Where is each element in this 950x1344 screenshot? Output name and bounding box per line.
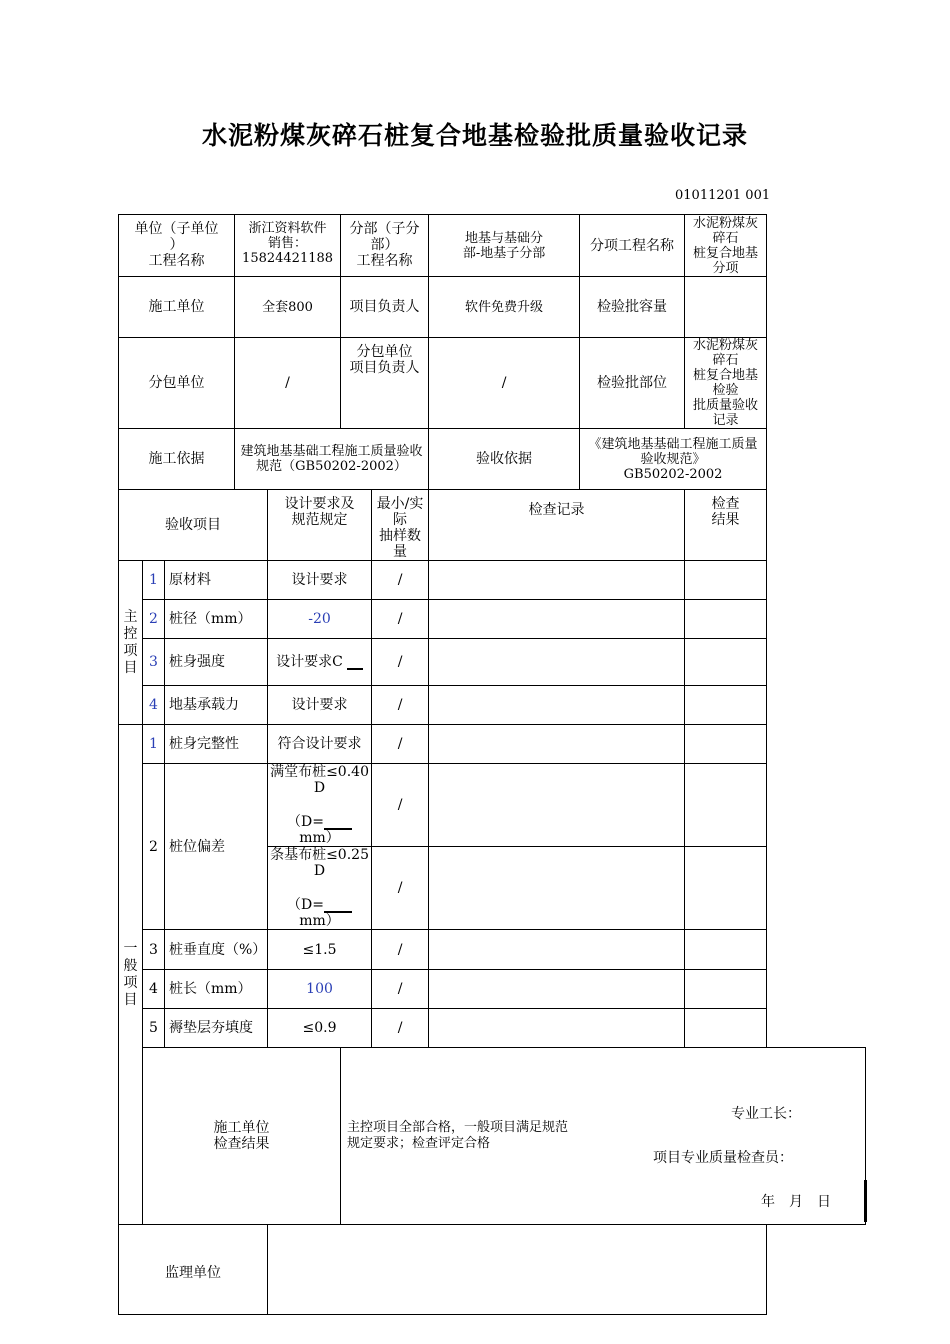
sample-count: / [372,639,429,686]
check-result[interactable] [685,970,767,1009]
header-row-unit [119,215,866,277]
construction-basis-label: 施工依据 [119,429,235,490]
table-row [119,725,866,764]
design-requirement: 设计要求 [268,686,372,725]
main-control-label: 主 控 项 目 [119,561,143,725]
check-result[interactable] [685,764,767,847]
design-requirement: ≤0.9 [268,1009,372,1048]
sample-count: / [372,561,429,600]
check-record[interactable] [429,847,685,930]
table-row [119,1009,866,1048]
check-result[interactable] [685,725,767,764]
item-name: 原材料 [165,561,268,600]
unit-label: 单位（子单位 ） 工程名称 [119,215,235,277]
subcontractor-label: 分包单位 [119,338,235,429]
sample-count: / [372,725,429,764]
check-record[interactable] [429,930,685,970]
acceptance-basis-value: 《建筑地基基础工程施工质量 验收规范》 GB50202-2002 [580,429,767,490]
design-requirement: ≤1.5 [268,930,372,970]
header-row-basis [119,429,866,490]
sample-count: / [372,1009,429,1048]
check-record[interactable] [429,1009,685,1048]
unit-value: 浙江资料软件 销售： 15824421188 [235,215,341,277]
check-record[interactable] [429,686,685,725]
col-check-record: 检查记录 [429,490,685,561]
row-number: 5 [143,1009,165,1048]
col-sample-count: 最小/实际 抽样数量 [372,490,429,561]
item-name: 桩身强度 [165,639,268,686]
item-name: 桩位偏差 [165,764,268,930]
batch-part-label: 检验批部位 [580,338,685,429]
column-header-row [119,490,866,561]
check-record[interactable] [429,639,685,686]
diameter-blank[interactable] [324,899,352,913]
sub-pm-label: 分包单位 项目负责人 [341,338,429,429]
row-number: 3 [143,930,165,970]
item-name: 桩身完整性 [165,725,268,764]
inspector-signature: 项目专业质量检查员： [653,1150,794,1166]
check-conclusion: 主控项目全部合格，一般项目满足规范 规定要求；检查评定合格 [347,1120,569,1151]
check-result[interactable] [685,847,767,930]
supervision-content[interactable] [268,1225,767,1315]
check-result[interactable] [685,600,767,639]
subdivision-label: 分部（子分部） 工程名称 [341,215,429,277]
row-number: 4 [143,686,165,725]
row-number: 2 [143,600,165,639]
sample-count: / [372,764,429,847]
supervision-row [119,1225,866,1315]
check-result-label: 施工单位 检查结果 [143,1048,341,1225]
project-manager-value: 软件免费升级 [429,277,580,338]
table-row [119,930,866,970]
sample-count: / [372,600,429,639]
acceptance-basis-label: 验收依据 [429,429,580,490]
col-check-result: 检查 结果 [685,490,767,561]
item-label: 分项工程名称 [580,215,685,277]
sample-count: / [372,970,429,1009]
design-requirement: 设计要求 [268,561,372,600]
check-result-row [119,1048,866,1225]
item-name: 桩径（mm） [165,600,268,639]
table-row [119,686,866,725]
table-row [119,561,866,600]
border-mark [864,1180,867,1222]
check-result[interactable] [685,1009,767,1048]
table-row [119,600,866,639]
batch-capacity-value[interactable] [685,277,767,338]
sign-date: 年 月 日 [761,1194,832,1210]
sample-count: / [372,686,429,725]
batch-capacity-label: 检验批容量 [580,277,685,338]
construction-basis-value: 建筑地基基础工程施工质量验收 规范（GB50202-2002） [235,429,429,490]
row-number: 2 [143,764,165,930]
foreman-signature: 专业工长： [731,1106,802,1122]
check-record[interactable] [429,764,685,847]
design-requirement: 符合设计要求 [268,725,372,764]
item-name: 桩垂直度（%） [165,930,268,970]
inspection-table [118,214,866,1281]
diameter-blank[interactable] [324,816,352,830]
item-name: 地基承载力 [165,686,268,725]
row-number: 1 [143,561,165,600]
item-name: 桩长（mm） [165,970,268,1009]
page-title: 水泥粉煤灰碎石桩复合地基检验批质量验收记录 [201,121,748,150]
subcontractor-value: / [235,338,341,429]
check-result-content[interactable] [341,1048,866,1225]
item-name: 褥垫层夯填度 [165,1009,268,1048]
design-requirement: 100 [268,970,372,1009]
batch-part-value: 水泥粉煤灰碎石 桩复合地基检验 批质量验收记录 [685,338,767,429]
sample-count: / [372,847,429,930]
design-requirement: -20 [268,600,372,639]
document-number: 01011201 001 [675,188,771,203]
check-result[interactable] [685,639,767,686]
check-result[interactable] [685,686,767,725]
supervision-label: 监理单位 [119,1225,268,1315]
table-row [119,970,866,1009]
strength-grade-blank[interactable] [347,656,363,670]
table-row [119,639,866,686]
check-result[interactable] [685,930,767,970]
item-value: 水泥粉煤灰碎石 桩复合地基分项 [685,215,767,277]
header-row-subcontractor [119,338,866,429]
col-acceptance-item: 验收项目 [119,490,268,561]
general-items-label: 一 般 项 目 [119,725,143,1225]
col-design-requirement: 设计要求及 规范规定 [268,490,372,561]
constructor-label: 施工单位 [119,277,235,338]
design-requirement: 满堂布桩≤0.40D （D=mm） [268,764,372,847]
check-result[interactable] [685,561,767,600]
project-manager-label: 项目负责人 [341,277,429,338]
sub-pm-value: / [429,338,580,429]
design-requirement: 设计要求C [268,639,372,686]
check-record[interactable] [429,600,685,639]
sample-count: / [372,930,429,970]
design-requirement: 条基布桩≤0.25D （D=mm） [268,847,372,930]
row-number: 4 [143,970,165,1009]
row-number: 1 [143,725,165,764]
subdivision-value: 地基与基础分 部-地基子分部 [429,215,580,277]
check-record[interactable] [429,725,685,764]
check-record[interactable] [429,561,685,600]
check-record[interactable] [429,970,685,1009]
row-number: 3 [143,639,165,686]
header-row-constructor [119,277,866,338]
table-row [119,764,866,847]
constructor-value: 全套800 [235,277,341,338]
